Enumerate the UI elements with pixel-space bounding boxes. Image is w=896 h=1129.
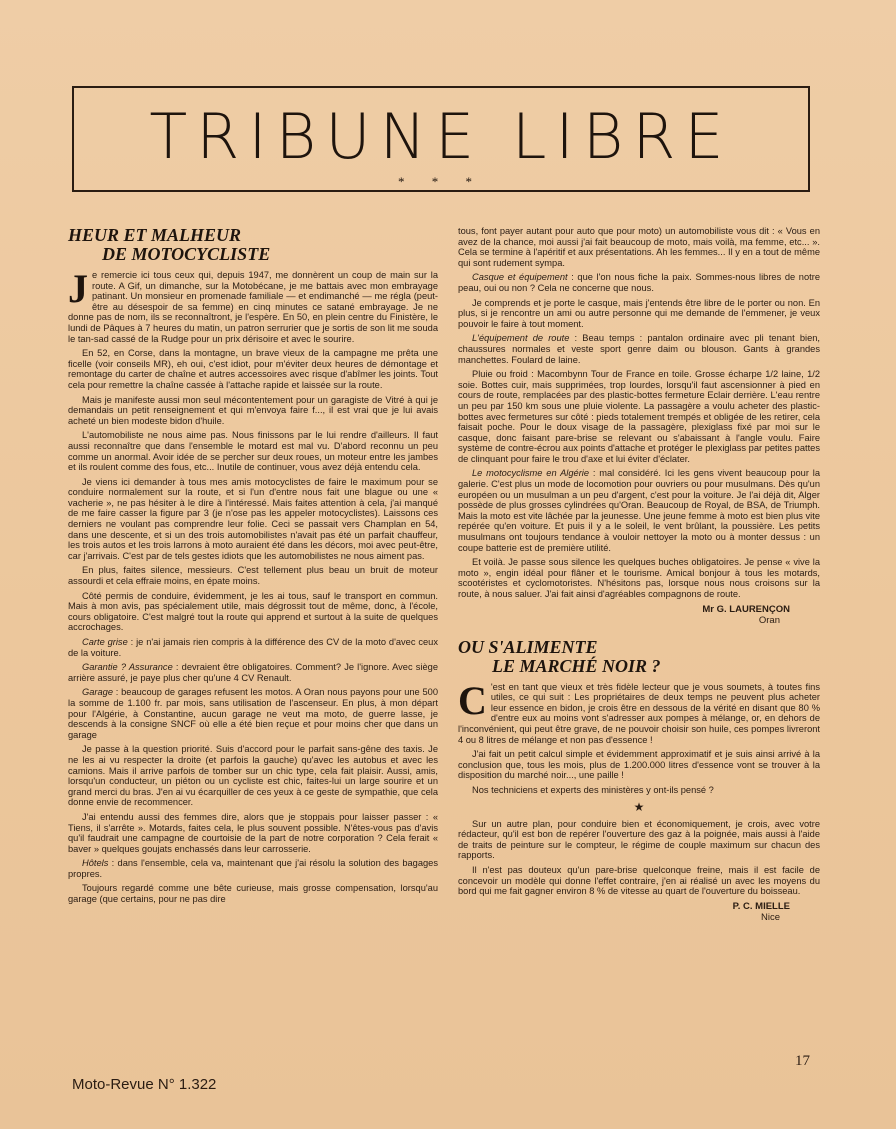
- author-name: P. C. MIELLE: [732, 900, 790, 912]
- article2: [458, 638, 820, 923]
- section-banner: [72, 86, 810, 192]
- article2-paragraph: Il n'est pas douteux qu'un pare-brise quelconque freine, mais il est facile de concevoir un modèle qui donne l'effet contraire, j'en ai réalisé un avec les moyens du bord qui me fait gagner environ 8 % de vitesse au quart de l'ouverture du boisseau.: [458, 864, 820, 897]
- article1-paragraph: tous, font payer autant pour auto que pour moto) un automobiliste vous dit : « Vous en avez de la chance, moi aussi j'ai fait beaucoup de moto, mais voilà, ma femme, etc... ». Cela se termine à l'apéritif et aux présentations. Ah les femmes... Il y en a tout de même qui sont rudement sympa.: [458, 226, 820, 268]
- article1-paragraph: Je remercie ici tous ceux qui, depuis 1947, me donnèrent un coup de main sur la route. A Gif, un dimanche, sur la Motobécane, je me battais avec mon embrayage patinant. Un monsieur en promenade familiale — et endimanché — me régla (peut-être au désespoir de sa femme) en cinq minutes ce satané embrayage. Je ne donne pas de nom, ils se reconnaîtront, je l'espère. En 50, en plein centre du Finistère, le lundi de Pâques à 7 heures du matin, un patron serrurier que je sortis de son lit me souda le tan-sad cassé de la Rudge pour un prix dérisoire et avec le sourire.: [68, 266, 438, 344]
- article1-paragraph: Je viens ici demander à tous mes amis motocyclistes de faire le maximum pour se conduire normalement sur la route, et si l'un d'entre nous fait une blague ou une « vacherie », ne pas hésiter à le dire à l'intéressé. Mais faites attention à cela, j'ai manqué de me faire casser la figure par 3 (je n'ose pas les appeler motocyclistes). Laissons ces derniers ne voulant pas comprendre leur folie. Ceci se passait vers Champlan en 54, dans une descente, et si un des trois automobilistes n'avait pas été un parfait chauffeur, les trois autos et les trois larrons à moto auraient été dans les décors, moi avec peut-être, car j'arrivais. C'est par de tels gestes idiots que les automobilistes ne nous aiment pas.: [68, 476, 438, 561]
- article1-paragraph: En plus, faites silence, messieurs. C'est tellement plus beau un bruit de moteur assourdi et cela effraie moins, en épate moins.: [68, 565, 438, 587]
- article1-paragraph: Garantie ? Assurance : devraient être obligatoires. Comment? Je l'ignore. Avec siège arrière assuré, je paye plus cher qu'une 4 CV Renault.: [68, 662, 438, 683]
- article2-signature: [458, 901, 790, 923]
- article2-paragraph: Nos techniciens et experts des ministères y ont-ils pensé ?: [472, 784, 714, 795]
- article1-paragraph: Je passe à la question priorité. Suis d'accord pour le parfait sans-gêne des taxis. Je ne les ai vu respecter la droite (et parfois la gauche) qu'avec les autobus et avec les camions. Mais il arrive parfois de tomber sur un chic type, cela fait plaisir. Aussi, amis, lorsqu'un conducteur, un piéton ou un cycliste est chic, faites-lui un large sourire et un grand merci du bras. J'en ai vu écarquiller de ces yeux à ce geste de sympathie, que cela donne envie de recommencer.: [68, 744, 438, 808]
- article1-paragraph: L'automobiliste ne nous aime pas. Nous finissons par le lui rendre d'ailleurs. Il faut aussi reconnaître que dans l'ensemble le motard est mal vu. D'abord reconnu un peu comme un anormal. Avoir idée de se percher sur deux roues, un moteur entre les jambes et ils roulent comme des fous, etc... Inutile de continuer, vous avez déjà entendu cela.: [68, 430, 438, 473]
- article1-paragraph: J'ai entendu aussi des femmes dire, alors que je stoppais pour laisser passer : « Tiens, il s'arrête ». Motards, faites cela, le plus souvent possible. N'êtes-vous pas d'avis qu'il faudrait une campagne de courtoisie de la part de notre corporation ? Cela ferait « baver » quelques goujats enchassés dans leur carrosserie.: [68, 811, 438, 854]
- left-column: [68, 226, 438, 909]
- article1-paragraph: Toujours regardé comme une bête curieuse, mais grosse compensation, lorsqu'au garage (que certains, pour ne pas dire: [68, 883, 438, 905]
- article2-paragraph: Sur un autre plan, pour conduire bien et économiquement, je crois, avec votre rédacteur, qu'il est bon de repérer l'ouverture des gaz à la poignée, mais aussi à l'aide de traits de peinture sur le compteur, le régime de couple maximum sur chacun des rapports.: [458, 818, 820, 861]
- article1-paragraph: Carte grise : je n'ai jamais rien compris à la différence des CV de la moto d'avec ceux de la voiture.: [68, 637, 439, 658]
- article1-title-line1: HEUR ET MALHEUR: [68, 225, 242, 245]
- dropcap: J: [68, 266, 88, 311]
- article1-paragraph: Garage : beaucoup de garages refusent les motos. A Oran nous payons pour une 500 la somme de 1.100 fr. par mois, sans utilisation de l'ascenseur. En plus, à mon départ pour l'Algérie, à Constantine, aucun garage ne veut ma moto, de guerre lasse, je descends à la consigne SNCF où elle a été bien reçue et pour moins cher que dans un garage: [68, 687, 438, 740]
- dropcap: C: [458, 677, 487, 723]
- right-column: [458, 226, 820, 923]
- article2-title-line1: OU S'ALIMENTE: [458, 636, 598, 657]
- article1-paragraph: L'équipement de route : Beau temps : pantalon ordinaire avec pli tenant bien, chaussures normales et veste sport genre daim ou blouson. Gants à grandes manchettes. Foulard de laine.: [458, 333, 820, 365]
- article1-paragraph: Casque et équipement : que l'on nous fiche la paix. Sommes-nous libres de notre peau, oui ou non ? Cela ne concerne que nous.: [458, 272, 820, 293]
- article1-paragraph: Et voilà. Je passe sous silence les quelques buches obligatoires. Je pense « vive la moto », engin idéal pour flâner et le tourisme. Amical bonjour à tous les motards, scootéristes et cyclomotoristes. N'hésitons pas, lorsque nous nous croisons sur la route, à nous saluer. J'ai fait ainsi d'agréables compagnons de route.: [458, 557, 820, 599]
- article1-paragraph: En 52, en Corse, dans la montagne, un brave vieux de la campagne me prêta une ficelle (voir conseils MR), eh oui, c'est idiot, pour m'éviter deux heures de démontage et remontage du carter de chaîne et autres accessoires avec risque d'abîmer les joints. Tout cela pour remettre la chaîne cassée à l'attache rapide et laissée sur la route.: [68, 348, 438, 390]
- author-place: Nice: [760, 911, 780, 923]
- magazine-issue: Moto-Revue N° 1.322: [72, 1076, 217, 1093]
- article1-paragraph: Je comprends et je porte le casque, mais j'entends être libre de le porter ou non. En plus, si je rencontre un ami ou autre personne qui me demande de l'emmener, je veux pouvoir le faire à tout moment.: [458, 297, 820, 329]
- author-name: Mr G. LAURENÇON: [702, 603, 790, 615]
- author-place: Oran: [758, 614, 780, 626]
- article1-paragraph: Le motocyclisme en Algérie : mal considéré. Ici les gens vivent beaucoup pour la galerie. C'est plus un mode de locomotion pour ouvriers ou pour musulmans. Dès qu'un européen ou un musulman a un peu d'argent, c'est pour la voiture. Je l'ai déjà dit, Alger possède de plus grosses cylindrées qu'Oran. Beaucoup de Royal, de BSA, de Triumph. Mais la moto est vite lâchée par la jeunesse. Une jeune femme à moto est bien plus vite repérée qu'en voiture. Et puis il y a le soleil, le vent brûlant, la poussière. Les petits musulmans ont toujours tendance à vouloir nettoyer la moto ou à monter dessus : un coupe batterie est de première utilité.: [458, 468, 820, 553]
- page-number: 17: [795, 1053, 810, 1069]
- article1-title: [68, 226, 438, 264]
- article1-paragraph: Côté permis de conduire, évidemment, je les ai tous, sauf le transport en commun. Mais à mon avis, pas spécialement utile, mais dégrossit tout de même, donc, à l'école, cours obligatoire. C'est malgré tout la route qui apprend et surtout à la suite de quelques accrochages.: [68, 590, 438, 633]
- article2-title-line2: LE MARCHÉ NOIR ?: [492, 655, 661, 676]
- article2-paragraph: J'ai fait un petit calcul simple et évidemment approximatif et je suis ainsi arrivé à la conclusion que, tous les mois, plus de 1.200.000 litres d'essence vont se trouver à la disposition du marché noir..., une paille !: [458, 749, 820, 781]
- article1-title-line2: DE MOTOCYCLISTE: [102, 244, 271, 264]
- article1-paragraph: Mais je manifeste aussi mon seul mécontentement pour un garagiste de Vitré à qui je demandais un petit renseignement et qui m'envoya faire f..., il est vrai que je lui avais acheté un bien modeste bidon d'huile.: [68, 394, 438, 426]
- article2-title: [458, 638, 820, 676]
- article1-signature: [458, 604, 790, 626]
- section-title: TRIBUNE LIBRE: [149, 100, 733, 173]
- star-separator: ★: [633, 799, 645, 814]
- article1-paragraph: Pluie ou froid : Macombynn Tour de France en toile. Grosse écharpe 1/2 laine, 1/2 soie. Bottes cuir, mais supprimées, trop lourdes, lorsqu'il faut ascensionner à pied en cours de route, remplacées par des plastic-bottes fermeture Eclair derrière. L'eau rentre un peu par 150 km sous une pluie violente. La passagère a voulu acheter des plastic-bottes avec fermetures sur côté : pieds totalement trempés et obligée de les retirer, cela faisait poche. Pour le doux visage de la passagère, plexiglass fixé par moi sur le casque, donc faisant pare-brise se relevant ou s'abaissant à l'angle voulu. Faire système de contre-écrou aux points d'attache et protéger le plexiglass par petites pattes de clinquant pour faire le trou d'axe et lui éviter d'éclater.: [458, 369, 820, 464]
- article2-paragraph: C 'est en tant que vieux et très fidèle lecteur que je vous soumets, à toutes fins utiles, ce qui suit : Les propriétaires de deux temps ne peuvent plus acheter leur essence en bidon, je crois être en dessous de la vérité en disant que 80 % d'entre eux au moins vont s'adresser aux pompes à mélange, or, en dehors de l'inconvénient, qui peut être grave, de ne pouvoir choisir son huile, ces pompes livreront 4 ou 8 litres de mélange et non pas d'essence !: [458, 677, 820, 745]
- banner-stars: * * *: [398, 174, 484, 189]
- article1-paragraph: Hôtels : dans l'ensemble, cela va, maintenant que j'ai résolu la solution des bagages propres.: [68, 858, 438, 879]
